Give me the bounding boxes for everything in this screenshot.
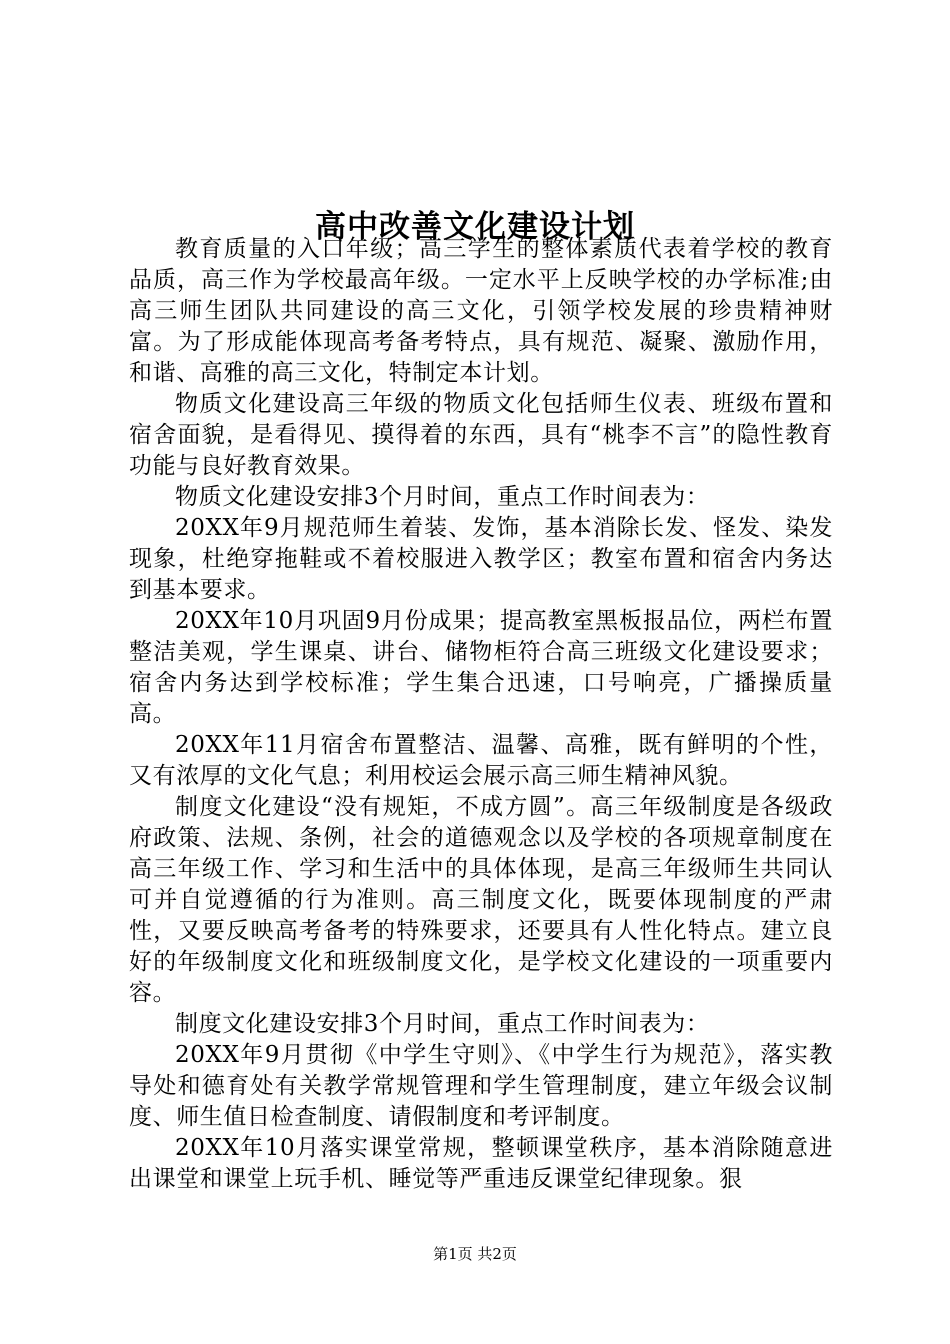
paragraph-system-october: 20XX年10月落实课堂常规，整顿课堂秩序，基本消除随意进出课堂和课堂上玩手机、睡觉等严重违反课堂纪律现象。狠 [129, 1135, 833, 1192]
paragraph-system-culture: 制度文化建设“没有规矩，不成方圆”。高三年级制度是各级政府政策、法规、条例，社会的道德观念以及学校的各项规章制度在高三年级工作、学习和生活中的具体体现，是高三年级师生共同认可并自觉遵循的行为准则。高三制度文化，既要体现制度的严肃性，又要反映高考备考的特殊要求，还要具有人性化特点。建立良好的年级制度文化和班级制度文化，是学校文化建设的一项重要内容。 [129, 794, 833, 1006]
document-title: 高中改善文化建设计划 [315, 208, 635, 245]
paragraph-material-culture: 物质文化建设高三年级的物质文化包括师生仪表、班级布置和宿舍面貌，是看得见、摸得着的东西，具有“桃李不言”的隐性教育功能与良好教育效果。 [129, 391, 833, 479]
document-body [129, 234, 833, 1195]
paragraph-material-september: 20XX年9月规范师生着装、发饰，基本消除长发、怪发、染发现象，杜绝穿拖鞋或不着校服进入教学区；教室布置和宿舍内务达到基本要求。 [129, 515, 833, 603]
paragraph-system-september: 20XX年9月贯彻《中学生守则》、《中学生行为规范》，落实教导处和德育处有关教学常规管理和学生管理制度，建立年级会议制度、师生值日检查制度、请假制度和考评制度。 [129, 1042, 833, 1130]
page-number-footer: 第1页 共2页 [433, 1245, 517, 1263]
paragraph-material-schedule: 物质文化建设安排3个月时间，重点工作时间表为： [175, 484, 710, 510]
paragraph-intro: 教育质量的入口年级；高三学生的整体素质代表着学校的教育品质，高三作为学校最高年级。一定水平上反映学校的办学标准;由高三师生团队共同建设的高三文化，引领学校发展的珍贵精神财富。为了形成能体现高考备考特点，具有规范、凝聚、激励作用，和谐、高雅的高三文化，特制定本计划。 [129, 236, 833, 386]
paragraph-material-november: 20XX年11月宿舍布置整洁、温馨、高雅，既有鲜明的个性，又有浓厚的文化气息；利用校运会展示高三师生精神风貌。 [129, 732, 833, 789]
paragraph-material-october: 20XX年10月巩固9月份成果；提高教室黑板报品位，两栏布置整洁美观，学生课桌、讲台、储物柜符合高三班级文化建设要求；宿舍内务达到学校标准；学生集合迅速，口号响亮，广播操质量高。 [129, 608, 833, 727]
paragraph-system-schedule: 制度文化建设安排3个月时间，重点工作时间表为： [175, 1011, 710, 1037]
